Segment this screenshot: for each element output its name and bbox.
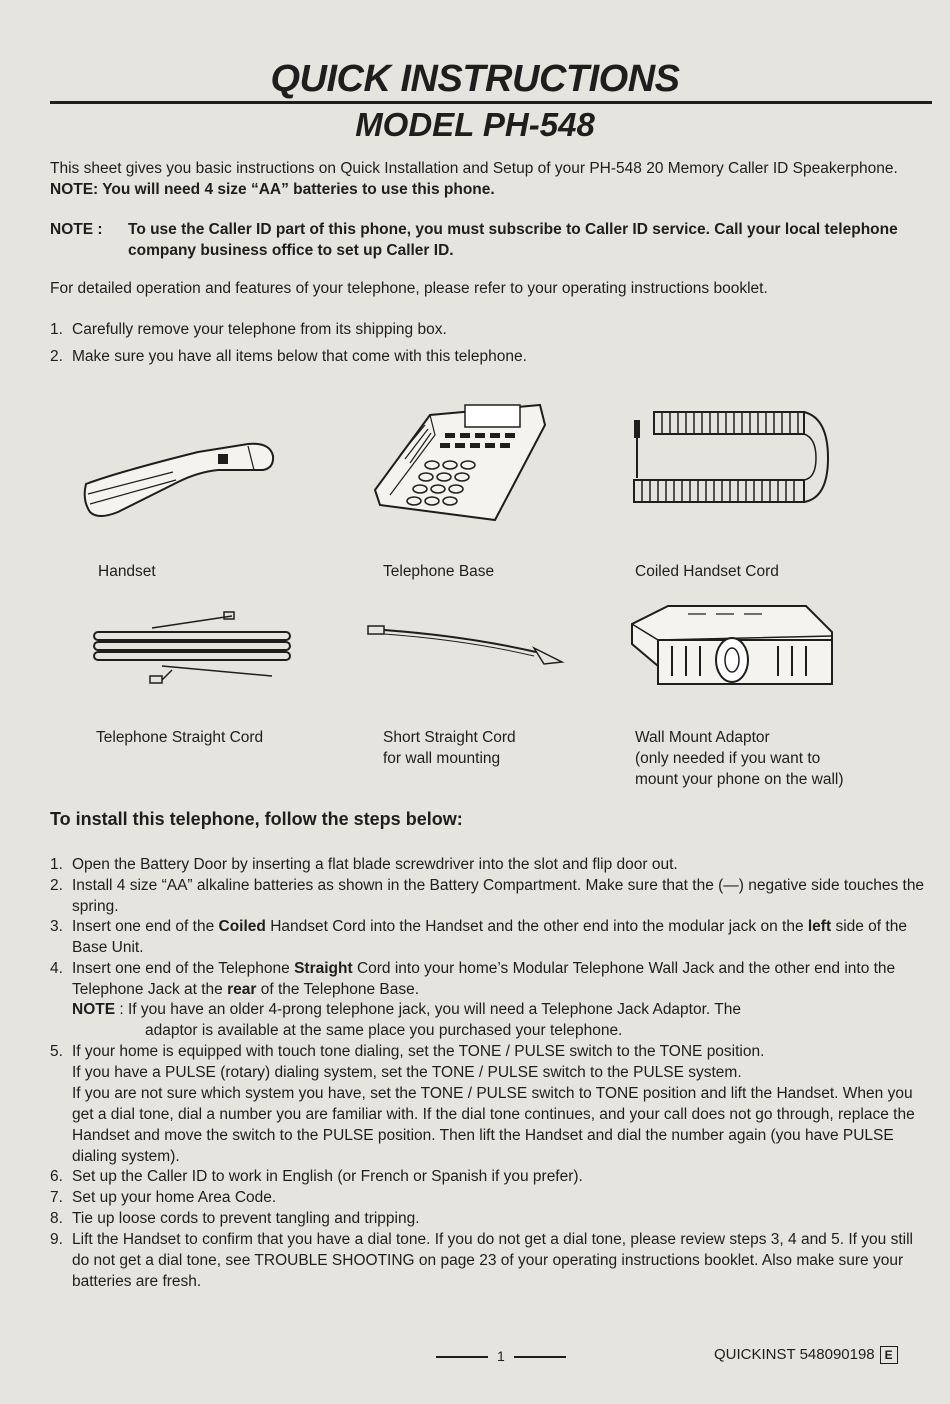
straight-cord-illustration (92, 610, 302, 690)
step-5-line3: If you are not sure which system you have, set the TONE / PULSE switch to TONE position and lift the Handset. When you get a dial tone, dial a number you are familiar with. If the dial tone continues, and your call does not go through, replace the Handset and move the switch to the PULSE position. Then lift the Handset and dial the number again (you have PULSE dialing system). (72, 1085, 915, 1165)
page-dash-left (436, 1356, 488, 1358)
step-text: Install 4 size “AA” alkaline batteries as shown in the Battery Compartment. Make sure that the (—) negative side touches the spring. (72, 877, 925, 915)
step-text: Set up the Caller ID to work in English (or French or Spanish if you prefer). (72, 1168, 583, 1185)
caption-wall-mount (635, 727, 844, 790)
intro-text: This sheet gives you basic instructions on Quick Installation and Setup of your PH-548 20 Memory Caller ID Speakerphone. (50, 160, 898, 177)
caption-short-cord-line1: Short Straight Cord (383, 729, 516, 746)
step-4-straight: Straight (294, 960, 353, 977)
step-text (72, 1041, 934, 1167)
step-number: 4. (50, 960, 63, 977)
caption-wall-mount-line2: (only needed if you want to (635, 750, 821, 767)
short-cord-illustration (366, 618, 566, 668)
page-number-value: 1 (497, 1348, 505, 1364)
step-number: 3. (50, 918, 63, 935)
step-number: 1. (50, 856, 63, 873)
install-heading: To install this telephone, follow the steps below: (50, 809, 463, 829)
step-number: 2. (50, 877, 63, 894)
wall-mount-adaptor-illustration (628, 604, 838, 690)
step-3-part-c: Handset Cord into the Handset and the other end into the modular jack on the (270, 918, 804, 935)
step-number: 6. (50, 1168, 63, 1185)
document-code (714, 1346, 898, 1364)
caption-handset: Handset (98, 563, 156, 580)
step-text: Carefully remove your telephone from its shipping box. (72, 321, 447, 338)
step-4-note-text: : If you have an older 4-prong telephone jack, you will need a Telephone Jack Adaptor. The (119, 1001, 741, 1018)
step-number: 7. (50, 1189, 63, 1206)
caption-short-cord-line2: for wall mounting (383, 750, 501, 767)
document-code-text: QUICKINST 548090198 (714, 1346, 875, 1363)
telephone-base-illustration (370, 395, 550, 525)
step-4-part-c: Cord into your home’s Modular Telephone Wall Jack and the other end into the Telephone Jack at the (72, 960, 896, 998)
intro-paragraph (50, 158, 934, 200)
step-number: 5. (50, 1043, 63, 1060)
step-4-part-e: of the Telephone Base. (260, 981, 420, 998)
caption-wall-mount-line3: mount your phone on the wall) (635, 771, 844, 788)
caption-coiled-cord: Coiled Handset Cord (635, 563, 779, 580)
note-text: To use the Caller ID part of this phone, you must subscribe to Caller ID service. Call your local telephone company business office to set up Caller ID. (128, 221, 898, 259)
step-5-line2: If you have a PULSE (rotary) dialing system, set the TONE / PULSE switch to the PULSE system. (72, 1064, 742, 1081)
step-text (72, 958, 934, 1000)
step-text: Tie up loose cords to prevent tangling and tripping. (72, 1210, 420, 1227)
title-rule (50, 101, 932, 104)
step-3-part-a: Insert one end of the (72, 918, 215, 935)
step-4-note-label: NOTE (72, 1001, 116, 1018)
caption-wall-mount-line1: Wall Mount Adaptor (635, 729, 770, 746)
caption-straight-cord: Telephone Straight Cord (96, 729, 264, 746)
step-text (72, 916, 934, 958)
language-badge: E (880, 1346, 898, 1364)
caption-telephone-base: Telephone Base (383, 563, 495, 580)
step-text: Set up your home Area Code. (72, 1189, 277, 1206)
step-text: Open the Battery Door by inserting a flat blade screwdriver into the slot and flip door out. (72, 856, 678, 873)
page-number (427, 1348, 575, 1364)
step-4-part-a: Insert one end of the Telephone (72, 960, 290, 977)
step-4-note-text2: adaptor is available at the same place you purchased your telephone. (145, 1022, 623, 1039)
step-number: 8. (50, 1210, 63, 1227)
page-dash-right (514, 1356, 566, 1358)
caller-id-note (50, 219, 934, 261)
step-text: Lift the Handset to confirm that you have a dial tone. If you do not get a dial tone, please review steps 3, 4 and 5. If you still do not get a dial tone, see TROUBLE SHOOTING on page 23 of your operating instructions booklet. Also make sure your batteries are fresh. (72, 1231, 913, 1290)
step-number: 2. (50, 348, 63, 365)
page-title: QUICK INSTRUCTIONS (270, 58, 680, 100)
step-text: Make sure you have all items below that come with this telephone. (72, 348, 527, 365)
model-subtitle: MODEL PH-548 (355, 106, 595, 143)
step-number: 1. (50, 321, 63, 338)
step-3-left: left (807, 918, 832, 935)
battery-note: NOTE: You will need 4 size “AA” batteries to use this phone. (50, 181, 495, 198)
step-4-note-body (72, 999, 934, 1020)
step-4-rear: rear (227, 981, 257, 998)
step-3-coiled: Coiled (218, 918, 266, 935)
coiled-cord-illustration (630, 408, 830, 508)
note-label: NOTE : (50, 221, 103, 238)
step-3-part-e: side of the Base Unit. (72, 918, 907, 956)
step-number: 9. (50, 1231, 63, 1248)
detail-reference: For detailed operation and features of your telephone, please refer to your operating instructions booklet. (50, 280, 768, 297)
handset-illustration (78, 432, 278, 522)
step-5-line1: If your home is equipped with touch tone dialing, set the TONE / PULSE switch to the TONE position. (72, 1043, 765, 1060)
caption-short-cord (383, 727, 516, 769)
